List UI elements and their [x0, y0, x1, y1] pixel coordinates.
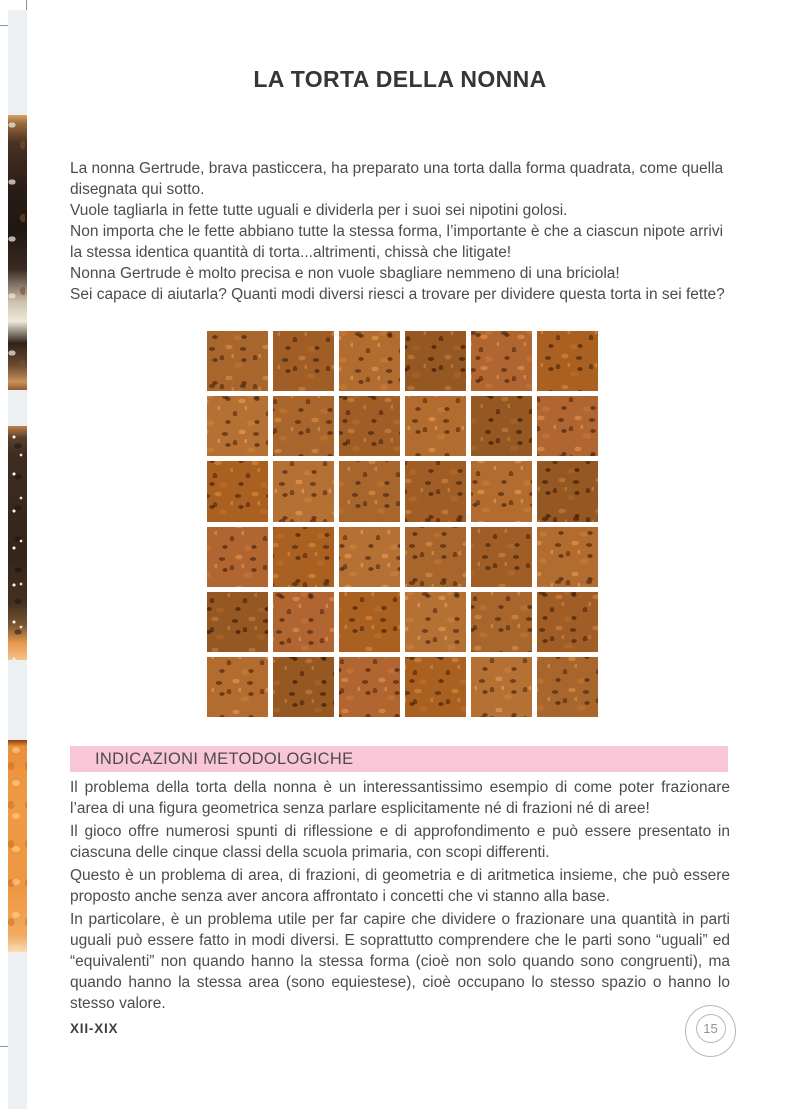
cake-slice: [471, 461, 532, 521]
cake-slice: [273, 592, 334, 652]
cake-slice: [339, 396, 400, 456]
cake-slice: [339, 527, 400, 587]
methodology-heading-bar: [70, 746, 728, 772]
strip-spacer: [8, 390, 27, 426]
cake-slice: [405, 331, 466, 391]
intro-text: [70, 158, 730, 305]
intro-paragraph: Vuole tagliarla in fette tutte uguali e dividerla per i suoi sei nipotini golosi.: [70, 202, 568, 219]
cake-slice: [471, 592, 532, 652]
cake-slice: [471, 527, 532, 587]
cake-slice: [273, 461, 334, 521]
cake-slice: [405, 461, 466, 521]
intro-paragraph: La nonna Gertrude, brava pasticcera, ha preparato una torta dalla forma quadrata, come quella disegnata qui sotto.: [70, 160, 724, 198]
photo-chocolate-cake-slice: [8, 115, 27, 390]
cake-slice: [273, 657, 334, 717]
strip-spacer: [8, 10, 27, 115]
methodology-heading: INDICAZIONI METODOLOGICHE: [95, 749, 354, 768]
cake-slice: [273, 396, 334, 456]
methodology-paragraph: Il gioco offre numerosi spunti di riflessione e di approfondimento e può essere presentato in ciascuna delle cinque classi della scuola primaria, con scopi differenti.: [70, 823, 730, 861]
cake-slice: [471, 396, 532, 456]
cake-slice: [207, 592, 268, 652]
cake-slice: [537, 396, 598, 456]
strip-spacer: [8, 660, 27, 740]
photo-chocolate-frosting-pearls: [8, 426, 27, 660]
cake-slice: [537, 592, 598, 652]
cake-slice: [405, 592, 466, 652]
cake-slice: [537, 331, 598, 391]
cake-slice: [471, 657, 532, 717]
page-title: LA TORTA DELLA NONNA: [253, 66, 547, 92]
cake-slice: [273, 331, 334, 391]
cake-slice: [339, 592, 400, 652]
cake-slice: [405, 527, 466, 587]
cake-slice: [405, 657, 466, 717]
cake-slice: [273, 527, 334, 587]
cake-slice: [339, 657, 400, 717]
left-photo-strip: [8, 10, 27, 1109]
cake-slice: [207, 331, 268, 391]
cake-slice: [405, 396, 466, 456]
photo-candied-orange: [8, 740, 27, 952]
page-number-badge: [685, 1005, 736, 1057]
cake-slice: [537, 657, 598, 717]
cake-slice: [207, 657, 268, 717]
methodology-text: [70, 777, 730, 1016]
intro-paragraph: Non importa che le fette abbiano tutte la stessa forma, l’importante è che a ciascun nipote arrivi la stessa identica quantità di torta...altrimenti, chissà che litigate!: [70, 223, 724, 261]
cake-slice: [339, 331, 400, 391]
page-number: 15: [696, 1014, 726, 1043]
intro-paragraph: Sei capace di aiutarla? Quanti modi diversi riesci a trovare per dividere questa torta in sei fette?: [70, 286, 725, 303]
cake-slice: [339, 461, 400, 521]
cake-slice: [537, 527, 598, 587]
methodology-paragraph: In particolare, è un problema utile per far capire che dividere o frazionare una quantità in parti uguali può essere fatto in modi diversi. E soprattutto comprendere che le parti sono “uguali” ed “equivalenti” non quando hanno la stessa forma (cioè non solo quando sono congruenti), ma quando hanno la stessa area (sono equiestese), cioè occupano lo stesso spazio o hanno lo stesso valore.: [70, 911, 730, 1012]
methodology-paragraph: Il problema della torta della nonna è un interessantissimo esempio di come poter frazionare l’area di una figura geometrica senza parlare esplicitamente né di frazioni né di aree!: [70, 779, 730, 817]
methodology-paragraph: Questo è un problema di area, di frazioni, di geometria e di aritmetica insieme, che può essere proposto anche senza aver ancora affrontato i concetti che vi stanno alla base.: [70, 867, 730, 905]
intro-paragraph: Nonna Gertrude è molto precisa e non vuole sbagliare nemmeno di una briciola!: [70, 265, 620, 282]
cake-slice: [537, 461, 598, 521]
cake-grid: [207, 331, 598, 717]
cake-slice: [207, 527, 268, 587]
cake-slice: [207, 461, 268, 521]
cake-slice: [207, 396, 268, 456]
strip-spacer: [8, 952, 27, 1109]
footer-page-range: XII-XIX: [70, 1021, 119, 1036]
cake-slice: [471, 331, 532, 391]
